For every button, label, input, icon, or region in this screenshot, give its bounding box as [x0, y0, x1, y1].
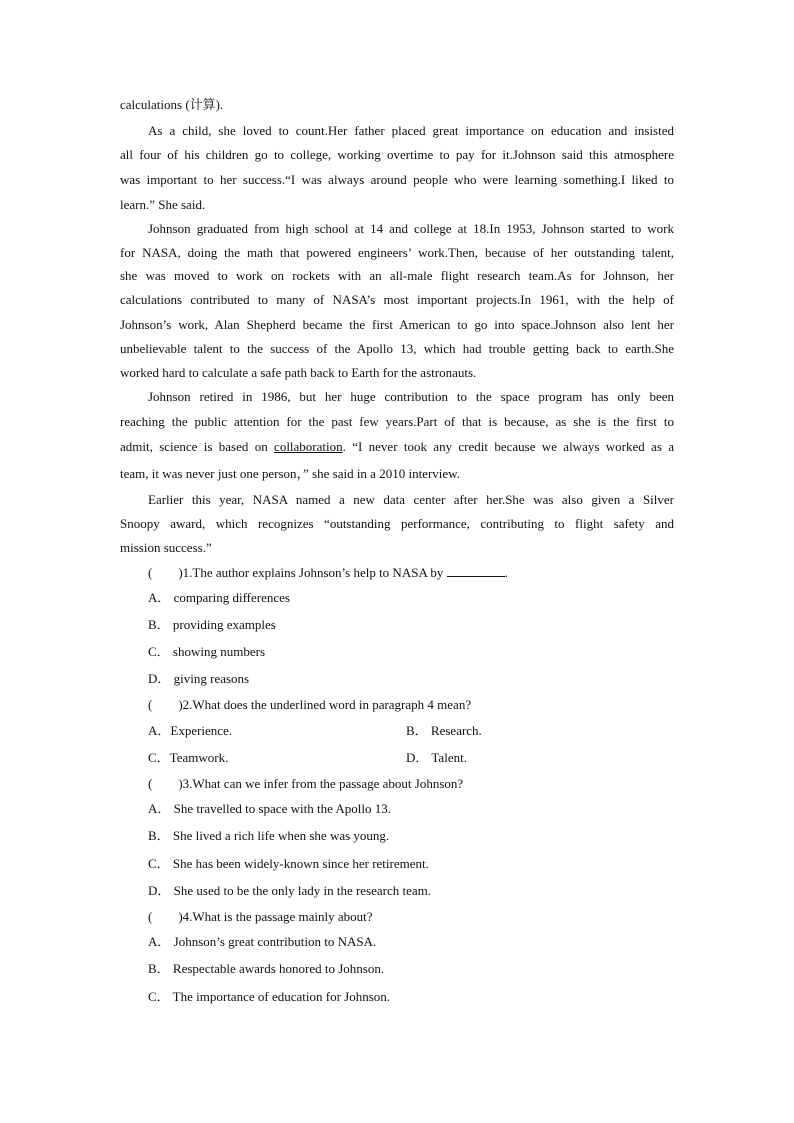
option-d: D． Talent. [406, 750, 467, 765]
option-a: A． She travelled to space with the Apollo 13. [148, 801, 391, 816]
passage-line: Johnson graduated from high school at 14 and college at 18.In 1953, Johnson started to work [148, 221, 674, 236]
answer-blank[interactable] [447, 564, 505, 577]
option-c: C．Teamwork. [148, 750, 229, 765]
passage-line: unbelievable talent to the success of the Apollo 13, which had trouble getting back to earth.She [120, 341, 674, 356]
option-a: A． comparing differences [148, 590, 290, 605]
passage-line: Johnson’s work, Alan Shepherd became the first American to go into space.Johnson also lent her [120, 317, 674, 332]
option-b: B． Respectable awards honored to Johnson. [148, 961, 385, 976]
passage-line: Earlier this year, NASA named a new data center after her.She was also given a Silver [148, 492, 674, 507]
passage-line: was important to her success.“I was always around people who were learning something.I liked to [120, 172, 674, 187]
option-d: D． She used to be the only lady in the research team. [148, 883, 432, 898]
passage-line: Snoopy award, which recognizes “outstanding performance, contributing to flight safety and [120, 516, 674, 531]
question-4-stem: ( )4.What is the passage mainly about? [148, 909, 373, 924]
passage-line: worked hard to calculate a safe path back to Earth for the astronauts. [120, 365, 477, 380]
passage-line: team, it was never just one person，” she said in a 2010 interview. [120, 466, 460, 481]
option-a: A． Johnson’s great contribution to NASA. [148, 934, 377, 949]
question-3-stem: ( )3.What can we infer from the passage about Johnson? [148, 776, 464, 791]
question-1-stem: ( )1.The author explains Johnson’s help to NASA by . [148, 565, 508, 580]
passage-line: she was moved to work on rockets with an all-male flight research team.As for Johnson, her [120, 268, 674, 283]
option-a: A．Experience. [148, 723, 233, 738]
passage-line: calculations contributed to many of NASA’s most important projects.In 1961, with the help of [120, 292, 674, 307]
underlined-word: collaboration [274, 439, 343, 454]
option-b: B． providing examples [148, 617, 276, 632]
passage-line [120, 437, 674, 457]
option-b: B． She lived a rich life when she was young. [148, 828, 390, 843]
passage-text: admit, science is based on [120, 439, 275, 454]
option-c: C． The importance of education for Johnson. [148, 989, 391, 1004]
passage-line: Johnson retired in 1986, but her huge contribution to the space program has only been [148, 389, 674, 404]
option-d: D． giving reasons [148, 671, 250, 686]
option-b: B． Research. [406, 723, 482, 738]
question-2-stem: ( )2.What does the underlined word in paragraph 4 mean? [148, 697, 472, 712]
passage-line: mission success.” [120, 540, 212, 555]
passage-line: calculations (计算). [120, 97, 224, 112]
passage-text: . “I never took any credit because we always worked as a [342, 439, 674, 454]
option-c: C． showing numbers [148, 644, 266, 659]
passage-line: learn.” She said. [120, 197, 206, 212]
option-c: C． She has been widely-known since her retirement. [148, 856, 429, 871]
passage-line: for NASA, doing the math that powered engineers’ work.Then, because of her outstanding talent, [120, 245, 674, 260]
passage-line: all four of his children go to college, working overtime to pay for it.Johnson said this atmosphere [120, 147, 674, 162]
passage-line: As a child, she loved to count.Her father placed great importance on education and insisted [148, 123, 674, 138]
passage-line: reaching the public attention for the past few years.Part of that is because, as she is the first to [120, 414, 674, 429]
